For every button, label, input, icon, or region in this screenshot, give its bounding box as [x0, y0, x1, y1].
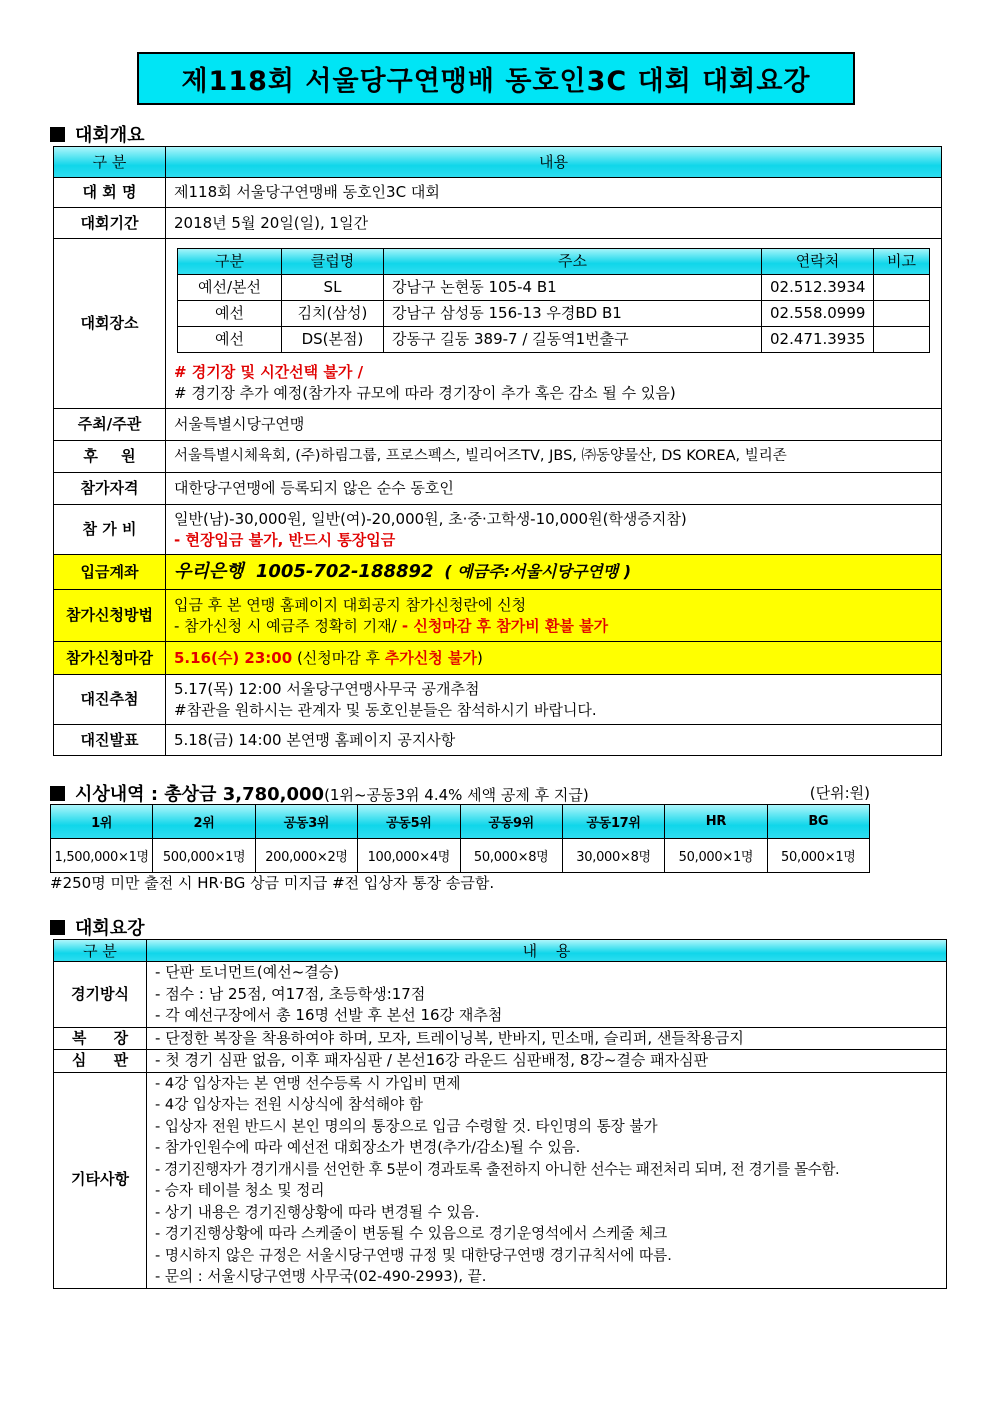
overview-row-deadline: [54, 642, 942, 675]
venue-type: 예선/본선: [178, 274, 282, 300]
venue-type: 예선: [178, 300, 282, 326]
venue-cell: [166, 239, 942, 409]
venue-col-type: 구분: [178, 248, 282, 274]
prize-rank: 공동17위: [562, 805, 664, 839]
fee-value: 일반(남)-30,000원, 일반(여)-20,000원, 초·중·고학생-10,000원(학생증지참): [174, 509, 687, 528]
overview-row-name: [54, 178, 942, 208]
prizes-unit: (단위:원): [809, 784, 870, 802]
rules-row-etc: [54, 1072, 947, 1288]
prize-rank: 1위: [51, 805, 153, 839]
apply-line2-red: - 신청마감 후 참가비 환불 불가: [396, 616, 609, 635]
prize-amount: 50,000×1명: [767, 839, 869, 873]
account-cell: [166, 555, 942, 590]
venue-col-phone: 연락처: [762, 248, 874, 274]
venue-phone: 02.471.3935: [762, 326, 874, 352]
prize-amount: 50,000×1명: [665, 839, 767, 873]
attire-label: 복 장: [54, 1027, 147, 1050]
name-value: 제118회 서울당구연맹배 동호인3C 대회: [166, 178, 942, 208]
list-item: - 4강 입상자는 본 연맹 선수등록 시 가입비 면제: [155, 1073, 938, 1095]
overview-row-draw: [54, 675, 942, 725]
apply-label: 참가신청방법: [54, 590, 166, 642]
name-label: 대 회 명: [54, 178, 166, 208]
prize-amount: 50,000×8명: [460, 839, 562, 873]
list-item: - 경기진행상황에 따라 스케줄이 변동될 수 있음으로 경기운영석에서 스케줄 체크: [155, 1223, 938, 1245]
venue-address: 강남구 논현동 105-4 B1: [384, 274, 762, 300]
venue-note-red: # 경기장 및 시간선택 불가 /: [174, 362, 364, 381]
list-item: - 단판 토너먼트(예선~결승): [155, 962, 938, 984]
rules-row-format: [54, 962, 947, 1028]
prize-table: [50, 804, 870, 873]
prizes-section-note: (1위~공동3위 4.4% 세액 공제 후 지급): [324, 786, 589, 804]
fee-cell: [166, 505, 942, 555]
prize-amount: 30,000×8명: [562, 839, 664, 873]
overview-col-content: 내용: [166, 147, 942, 178]
fee-note: [174, 530, 933, 551]
overview-row-venue: [54, 239, 942, 409]
square-bullet-icon: [50, 127, 65, 142]
venue-row: [178, 274, 930, 300]
venue-club: DS(본점): [282, 326, 384, 352]
draw-line1: 5.17(목) 12:00 서울당구연맹사무국 공개추첨: [174, 679, 480, 698]
list-item: - 단정한 복장을 착용하여야 하며, 모자, 트레이닝복, 반바지, 민소매, 슬리퍼, 샌들착용금지: [155, 1028, 938, 1050]
venue-note: [874, 274, 930, 300]
format-list: [155, 962, 938, 1027]
prize-value-row: [51, 839, 870, 873]
prize-amount: 500,000×1명: [153, 839, 255, 873]
attire-list: [155, 1028, 938, 1050]
deadline-label: 참가신청마감: [54, 642, 166, 675]
rules-header-row: [54, 940, 947, 962]
rules-row-attire: [54, 1027, 947, 1050]
overview-row-sponsor: [54, 441, 942, 473]
host-value: 서울특별시당구연맹: [166, 409, 942, 441]
format-label: 경기방식: [54, 962, 147, 1028]
referee-list: [155, 1050, 938, 1072]
list-item: - 4강 입상자는 전원 시상식에 참석해야 함: [155, 1094, 938, 1116]
list-item: - 입상자 전원 반드시 본인 명의의 통장으로 입금 수령할 것. 타인명의 통장 불가: [155, 1116, 938, 1138]
prize-note: #250명 미만 출전 시 HR·BG 상금 미지급 #전 입상자 통장 송금함.: [50, 874, 495, 892]
prizes-section-heading: [50, 780, 870, 806]
venue-header-row: [178, 248, 930, 274]
venue-note: [874, 326, 930, 352]
square-bullet-icon: [50, 786, 65, 801]
prize-rank: 2위: [153, 805, 255, 839]
account-holder: ( 예금주:서울시당구연맹 ): [444, 562, 632, 581]
list-item: - 명시하지 않은 규정은 서울시당구연맹 규정 및 대한당구연맹 경기규칙서에 따름.: [155, 1245, 938, 1267]
fee-label: 참 가 비: [54, 505, 166, 555]
deadline-time: 5.16(수) 23:00: [174, 648, 293, 667]
overview-section-title: 대회개요: [75, 125, 145, 146]
apply-line1: 입금 후 본 연맹 홈페이지 대회공지 참가신청란에 신청: [174, 595, 527, 614]
overview-row-period: [54, 208, 942, 239]
deadline-text-red: 추가신청 불가: [384, 648, 477, 667]
overview-row-account: [54, 555, 942, 590]
draw-cell: [166, 675, 942, 725]
venue-row: [178, 300, 930, 326]
announce-value: 5.18(금) 14:00 본연맹 홈페이지 공지사항: [166, 725, 942, 756]
apply-line2-text: - 참가신청 시 예금주 정확히 기재/: [174, 616, 397, 635]
prize-rank: 공동5위: [358, 805, 460, 839]
qualification-label: 참가자격: [54, 473, 166, 505]
venue-col-note: 비고: [874, 248, 930, 274]
list-item: - 첫 경기 심판 없음, 이후 패자심판 / 본선16강 라운드 심판배정, 8강~결승 패자심판: [155, 1050, 938, 1072]
host-label: 주최/주관: [54, 409, 166, 441]
list-item: - 각 예선구장에서 총 16명 선발 후 본선 16강 재추첨: [155, 1005, 938, 1027]
overview-row-apply: [54, 590, 942, 642]
venue-club: SL: [282, 274, 384, 300]
square-bullet-icon: [50, 920, 65, 935]
rules-col-content: 내 용: [147, 940, 947, 962]
overview-row-fee: [54, 505, 942, 555]
rules-section-heading: [50, 914, 145, 940]
venue-note: # 경기장 추가 예정(참가자 규모에 따라 경기장이 추가 혹은 감소 될 수 있음): [174, 383, 676, 402]
venue-note: [874, 300, 930, 326]
prize-rank: HR: [665, 805, 767, 839]
prize-amount: 100,000×4명: [358, 839, 460, 873]
format-cell: [147, 962, 947, 1028]
period-label: 대회기간: [54, 208, 166, 239]
draw-label: 대진추첨: [54, 675, 166, 725]
attire-cell: [147, 1027, 947, 1050]
rules-row-referee: [54, 1050, 947, 1073]
prizes-section-title: 시상내역 : 총상금 3,780,000: [75, 784, 325, 805]
announce-label: 대진발표: [54, 725, 166, 756]
list-item: - 점수 : 남 25점, 여17점, 초등학생:17점: [155, 984, 938, 1006]
referee-label: 심 판: [54, 1050, 147, 1073]
prize-amount: 1,500,000×1명: [51, 839, 153, 873]
venue-address: 강남구 삼성동 156-13 우경BD B1: [384, 300, 762, 326]
overview-row-announce: [54, 725, 942, 756]
list-item: - 문의 : 서울시당구연맹 사무국(02-490-2993), 끝.: [155, 1266, 938, 1288]
deadline-cell: [166, 642, 942, 675]
venue-col-address: 주소: [384, 248, 762, 274]
venue-address: 강동구 길동 389-7 / 길동역1번출구: [384, 326, 762, 352]
overview-section-heading: [50, 121, 145, 147]
venue-row: [178, 326, 930, 352]
list-item: - 경기진행자가 경기개시를 선언한 후 5분이 경과토록 출전하지 아니한 선수는 패전처리 되며, 전 경기를 몰수함.: [155, 1159, 938, 1181]
etc-cell: [147, 1072, 947, 1288]
prize-rank: 공동9위: [460, 805, 562, 839]
deadline-text-b: ): [476, 648, 483, 667]
venue-type: 예선: [178, 326, 282, 352]
list-item: - 참가인원수에 따라 예선전 대회장소가 변경(추가/감소)될 수 있음.: [155, 1137, 938, 1159]
etc-label: 기타사항: [54, 1072, 147, 1288]
overview-table: [53, 146, 942, 756]
overview-row-qualification: [54, 473, 942, 505]
period-value: 2018년 5월 20일(일), 1일간: [166, 208, 942, 239]
rules-table: [53, 939, 947, 1289]
sponsor-value: 서울특별시체육회, (주)하림그룹, 프로스펙스, 빌리어즈TV, JBS, ㈜동양물산, DS KOREA, 빌리존: [166, 441, 942, 473]
referee-cell: [147, 1050, 947, 1073]
sponsor-label: 후 원: [54, 441, 166, 473]
document-title: 제118회 서울당구연맹배 동호인3C 대회 대회요강: [137, 52, 855, 105]
rules-section-title: 대회요강: [75, 918, 145, 939]
etc-list: [155, 1073, 938, 1288]
draw-line2: #참관을 원하시는 관계자 및 동호인분들은 참석하시기 바랍니다.: [174, 700, 597, 719]
fee-note-text: 현장입금 불가, 반드시 통장입금: [185, 530, 396, 549]
prize-header-row: [51, 805, 870, 839]
prize-rank: 공동3위: [255, 805, 357, 839]
venue-club: 김치(삼성): [282, 300, 384, 326]
apply-cell: [166, 590, 942, 642]
prize-rank: BG: [767, 805, 869, 839]
account-label: 입금계좌: [54, 555, 166, 590]
venue-col-club: 클럽명: [282, 248, 384, 274]
account-value: 우리은행 1005-702-188892: [174, 561, 434, 582]
prize-amount: 200,000×2명: [255, 839, 357, 873]
fee-note-prefix: -: [174, 530, 186, 549]
venue-phone: 02.512.3934: [762, 274, 874, 300]
venue-label: 대회장소: [54, 239, 166, 409]
venue-phone: 02.558.0999: [762, 300, 874, 326]
deadline-text-a: (신청마감 후: [292, 648, 385, 667]
qualification-value: 대한당구연맹에 등록되지 않은 순수 동호인: [166, 473, 942, 505]
overview-header-row: [54, 147, 942, 178]
overview-row-host: [54, 409, 942, 441]
list-item: - 승자 테이블 청소 및 정리: [155, 1180, 938, 1202]
list-item: - 상기 내용은 경기진행상황에 따라 변경될 수 있음.: [155, 1202, 938, 1224]
apply-line2: [174, 616, 933, 637]
overview-col-category: 구 분: [54, 147, 166, 178]
venue-table: [177, 248, 930, 353]
rules-col-category: 구 분: [54, 940, 147, 962]
